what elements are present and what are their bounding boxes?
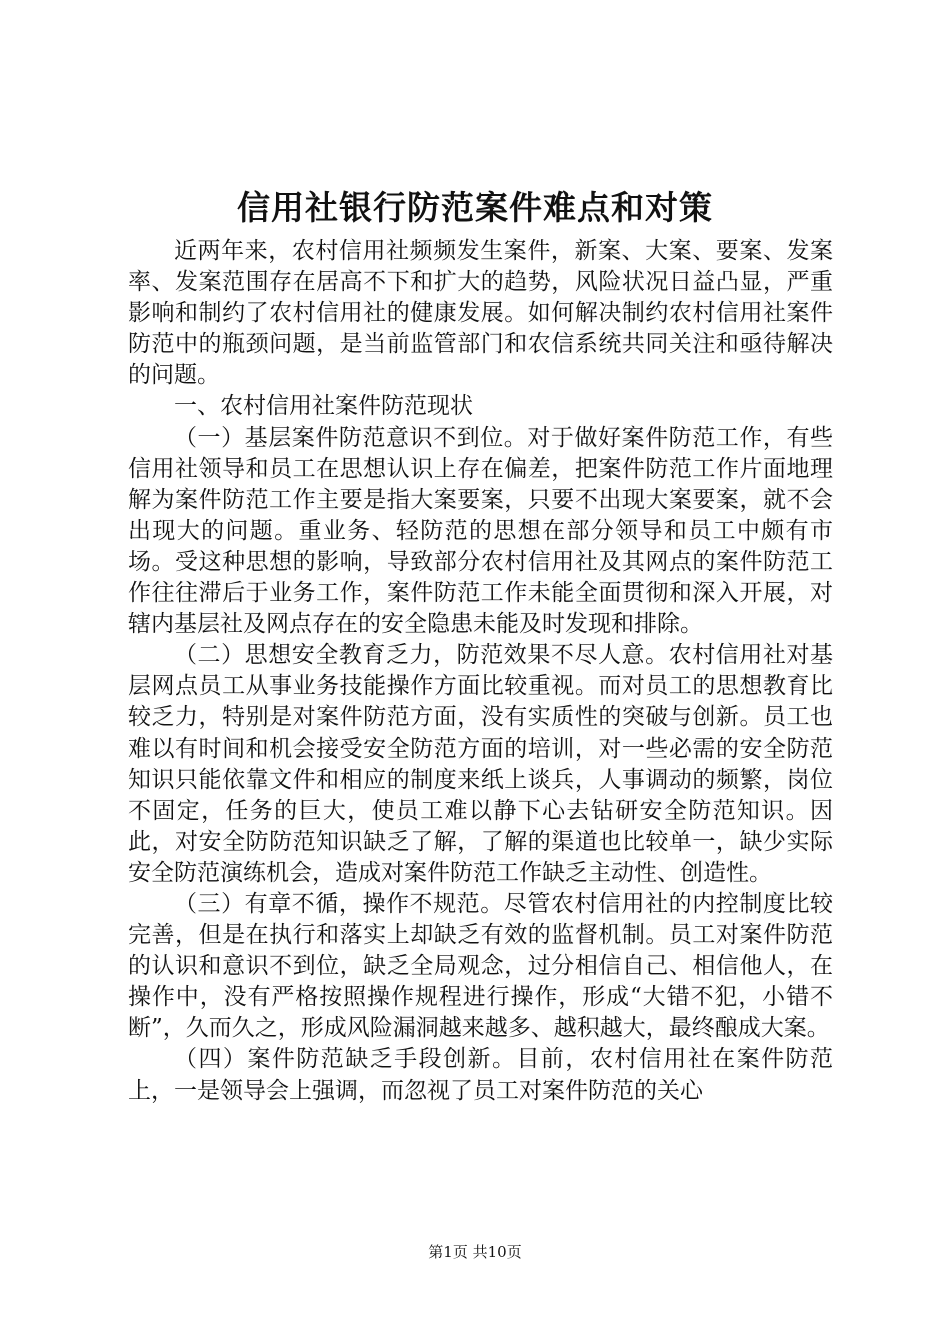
paragraph-item-4: （四）案件防范缺乏手段创新。目前，农村信用社在案件防范上，一是领导会上强调，而忽视了员工对案件防范的关心 [128,1046,833,1104]
section-heading: 一、农村信用社案件防范现状 [174,393,473,420]
paragraph-item-2: （二）思想安全教育乏力，防范效果不尽人意。农村信用社对基层网点员工从事业务技能操作方面比较重视。而对员工的思想教育比较乏力，特别是对案件防范方面，没有实质性的突破与创新。员工也难以有时间和机会接受安全防范方面的培训，对一些必需的安全防范知识只能依靠文件和相应的制度来纸上谈兵，人事调动的频繁，岗位不固定，任务的巨大，使员工难以静下心去钻研安全防范知识。因此，对安全防防范知识缺乏了解，了解的渠道也比较单一，缺少实际安全防范演练机会，造成对案件防范工作缺乏主动性、创造性。 [128,642,833,886]
document-body [128,236,833,1107]
document-title: 信用社银行防范案件难点和对策 [237,188,713,227]
paragraph-item-1: （一）基层案件防范意识不到位。对于做好案件防范工作，有些信用社领导和员工在思想认识上存在偏差，把案件防范工作片面地理解为案件防范工作主要是指大案要案，只要不出现大案要案，就不会出现大的问题。重业务、轻防范的思想在部分领导和员工中颇有市场。受这种思想的影响，导致部分农村信用社及其网点的案件防范工作往往滞后于业务工作，案件防范工作未能全面贯彻和深入开展，对辖内基层社及网点存在的安全隐患未能及时发现和排除。 [128,424,833,638]
paragraph-intro: 近两年来，农村信用社频频发生案件，新案、大案、要案、发案率、发案范围存在居高不下和扩大的趋势，风险状况日益凸显，严重影响和制约了农村信用社的健康发展。如何解决制约农村信用社案件防范中的瓶颈问题，是当前监管部门和农信系统共同关注和亟待解决的问题。 [128,238,833,389]
page-footer: 第1页 共10页 [428,1243,522,1261]
paragraph-item-3: （三）有章不循，操作不规范。尽管农村信用社的内控制度比较完善，但是在执行和落实上却缺乏有效的监督机制。员工对案件防范的认识和意识不到位，缺乏全局观念，过分相信自己、相信他人，在操作中，没有严格按照操作规程进行操作，形成“大错不犯，小错不断”，久而久之，形成风险漏洞越来越多、越积越大，最终酿成大案。 [128,890,833,1042]
